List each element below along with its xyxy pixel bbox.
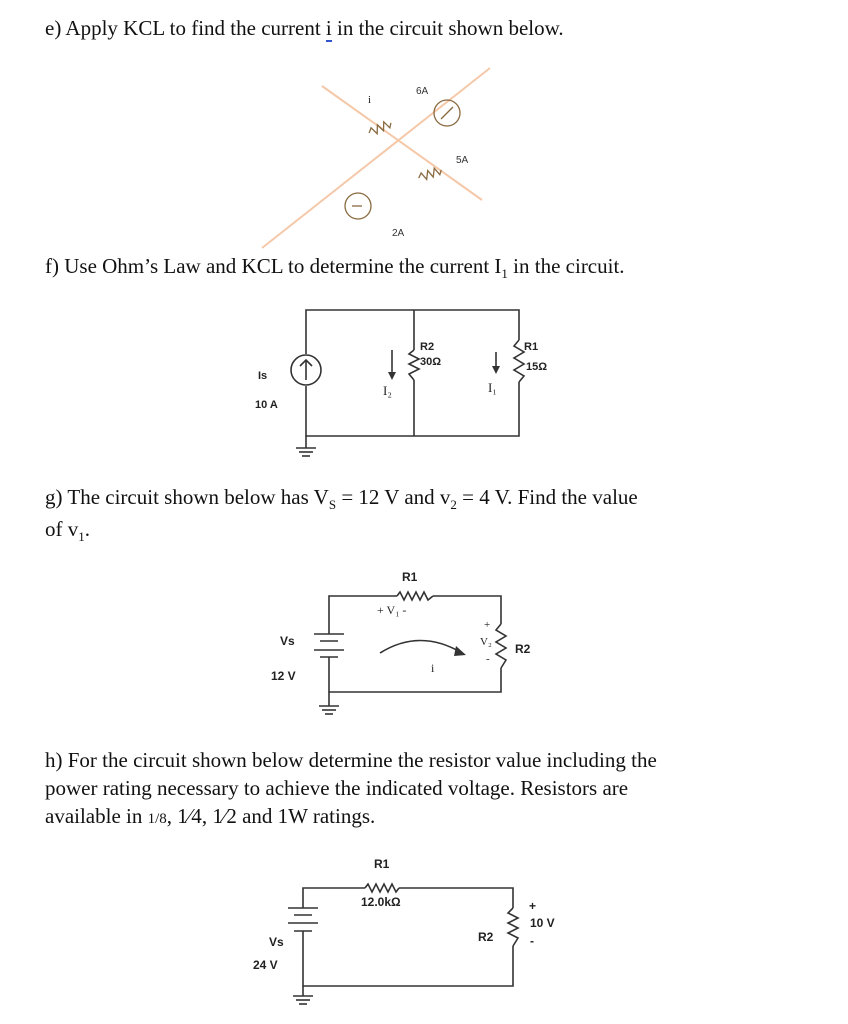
label-r1-value: 15Ω — [526, 361, 548, 373]
question-h-text-2: power rating necessary to achieve the indicated voltage. Resistors are — [45, 776, 629, 800]
question-f-text-end: in the circuit. — [507, 254, 625, 278]
wire-bottom — [329, 657, 501, 692]
label-minus: - — [530, 934, 534, 948]
label-vs: Vs — [269, 935, 284, 949]
circuit-e-components — [345, 100, 460, 219]
question-g-line2-end: . — [84, 517, 90, 541]
resistor-r1 — [365, 884, 399, 892]
label-vs: Vs — [280, 634, 295, 648]
label-r2: R2 — [478, 930, 494, 944]
question-g-sub-s: S — [328, 497, 337, 513]
fraction-half: 1⁄2 — [212, 804, 237, 828]
current-loop-arrow — [380, 641, 462, 654]
question-g-sub-2: 2 — [450, 497, 457, 513]
question-g-text-1: g) The circuit shown below has V — [45, 485, 329, 509]
source-arrow — [441, 107, 453, 119]
loop-arrowhead — [454, 646, 466, 656]
fraction-eighth: 1/8 — [147, 811, 167, 827]
question-f-text-start: f) Use Ohm’s Law and KCL to determine the current I — [45, 254, 502, 278]
current-label-2a: 2A — [392, 228, 405, 239]
question-e-text-start: e) Apply KCL to find the current — [45, 16, 326, 40]
label-10v: 10 V — [530, 916, 555, 930]
label-v2-minus: - — [486, 653, 490, 665]
label-vs-value: 24 V — [253, 958, 278, 972]
label-is-value: 10 A — [255, 399, 278, 411]
resistor-r2 — [496, 624, 506, 668]
label-r1: R1 — [402, 570, 418, 584]
wire-top — [306, 310, 519, 354]
label-v1: + V₁ - — [377, 603, 407, 617]
question-h-text-end: and 1W ratings. — [236, 804, 376, 828]
label-r2: R2 — [515, 642, 531, 656]
wire-top-right — [399, 888, 513, 908]
separator: , — [166, 804, 178, 828]
label-v2: V₂ — [480, 636, 492, 648]
fraction-quarter: 1⁄4 — [177, 804, 202, 828]
question-g-text-3: = 4 V. Find the value — [456, 485, 638, 509]
wire-top-left — [303, 888, 365, 908]
resistor-r1 — [397, 592, 433, 600]
label-vs-value: 12 V — [271, 669, 296, 683]
arrowhead-i2 — [388, 372, 396, 380]
question-g-line2-sub: 1 — [78, 529, 85, 545]
question-g-text-2: = 12 V and v — [336, 485, 451, 509]
question-e-text-end: in the circuit shown below. — [331, 16, 564, 40]
question-g-line2-text: of v — [45, 517, 79, 541]
current-label-6a: 6A — [416, 86, 429, 97]
arrowhead-i1 — [492, 366, 500, 374]
question-e-variable: i — [325, 16, 332, 40]
label-i2: I₂ — [383, 383, 392, 398]
label-i: i — [431, 661, 435, 675]
label-is: Is — [258, 370, 268, 382]
resistor-r2 — [409, 350, 419, 380]
label-plus: + — [529, 899, 537, 913]
label-v2-plus: + — [484, 619, 491, 631]
circuit-g — [314, 592, 506, 714]
label-i1: I₁ — [488, 380, 497, 395]
label-r2-value: 30Ω — [420, 356, 442, 368]
label-r1-value: 12.0kΩ — [361, 895, 401, 909]
current-label-5a: 5A — [456, 155, 469, 166]
question-f-subscript: 1 — [501, 266, 508, 282]
resistor-r1 — [514, 340, 524, 382]
current-label-i: i — [368, 94, 372, 106]
question-h-text-3: available in — [45, 804, 148, 828]
circuit-h — [288, 884, 518, 1004]
question-h-text-1: h) For the circuit shown below determine the resistor value including the — [45, 748, 657, 772]
resistor-r2 — [508, 908, 518, 946]
wire-top-right — [433, 596, 501, 624]
label-r1: R1 — [374, 857, 390, 871]
label-r2: R2 — [420, 341, 435, 353]
separator: , — [201, 804, 213, 828]
label-r1: R1 — [524, 341, 539, 353]
